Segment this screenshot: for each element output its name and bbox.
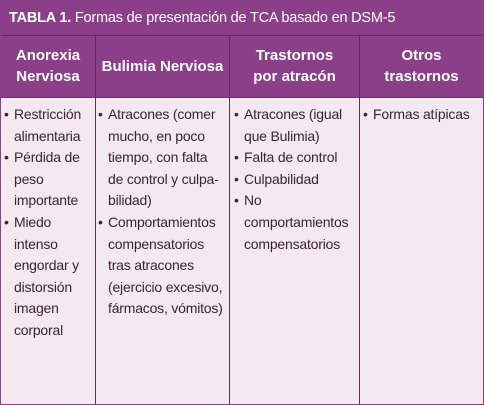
- bullet-icon: •: [234, 106, 239, 122]
- bullet-icon: •: [98, 213, 103, 230]
- list-item: • Atracones (comer mucho, en poco tiempo, con falta de control y culpa- bilidad): [98, 106, 219, 209]
- list-item: • No comportamientos compensatorios: [234, 192, 349, 252]
- table-title: [1, 1, 483, 35]
- cell-trastornos-atracon: [234, 97, 359, 404]
- bullet-icon: •: [4, 213, 9, 230]
- bullet-icon: •: [234, 149, 239, 166]
- list-item: • Pérdida de peso importante: [4, 149, 80, 209]
- bullet-icon: •: [98, 106, 103, 122]
- list-item: • Comportamientos compensatorios tras atracones (ejercicio excesivo, fármacos, vómitos): [98, 213, 223, 317]
- table-caption: Formas de presentación de TCA basado en DSM-5: [71, 10, 396, 26]
- bullet-icon: •: [363, 106, 368, 122]
- table-body-row: [1, 97, 483, 404]
- bullet-icon: •: [234, 170, 239, 187]
- bullet-icon: •: [234, 192, 239, 209]
- list-item: • Restricción alimentaria: [4, 106, 82, 144]
- column-header-bulimia: Bulimia Nerviosa: [101, 57, 224, 75]
- bullet-icon: •: [4, 106, 9, 122]
- list-item: • Miedo intenso engordar y distorsión imagen corporal: [4, 213, 79, 338]
- column-header-trastornos-atracon: Trastornos por atracón: [253, 47, 336, 85]
- column-header-otros: Otros trastornos: [384, 47, 459, 85]
- table-number: TABLA 1.: [9, 10, 72, 26]
- list-item: • Falta de control: [234, 147, 359, 169]
- list-item: • Culpabilidad: [234, 169, 359, 191]
- header-top-divider: [1, 35, 483, 36]
- list-item: • Atracones (igual que Bulimia): [234, 106, 342, 144]
- table-header-row: [1, 35, 483, 97]
- cell-anorexia: [4, 97, 95, 404]
- list-item: • Formas atípicas: [363, 104, 483, 126]
- column-header-anorexia: Anorexia Nerviosa: [15, 47, 81, 85]
- bullet-icon: •: [4, 149, 9, 166]
- cell-bulimia: [98, 97, 229, 404]
- cell-otros: [363, 97, 483, 404]
